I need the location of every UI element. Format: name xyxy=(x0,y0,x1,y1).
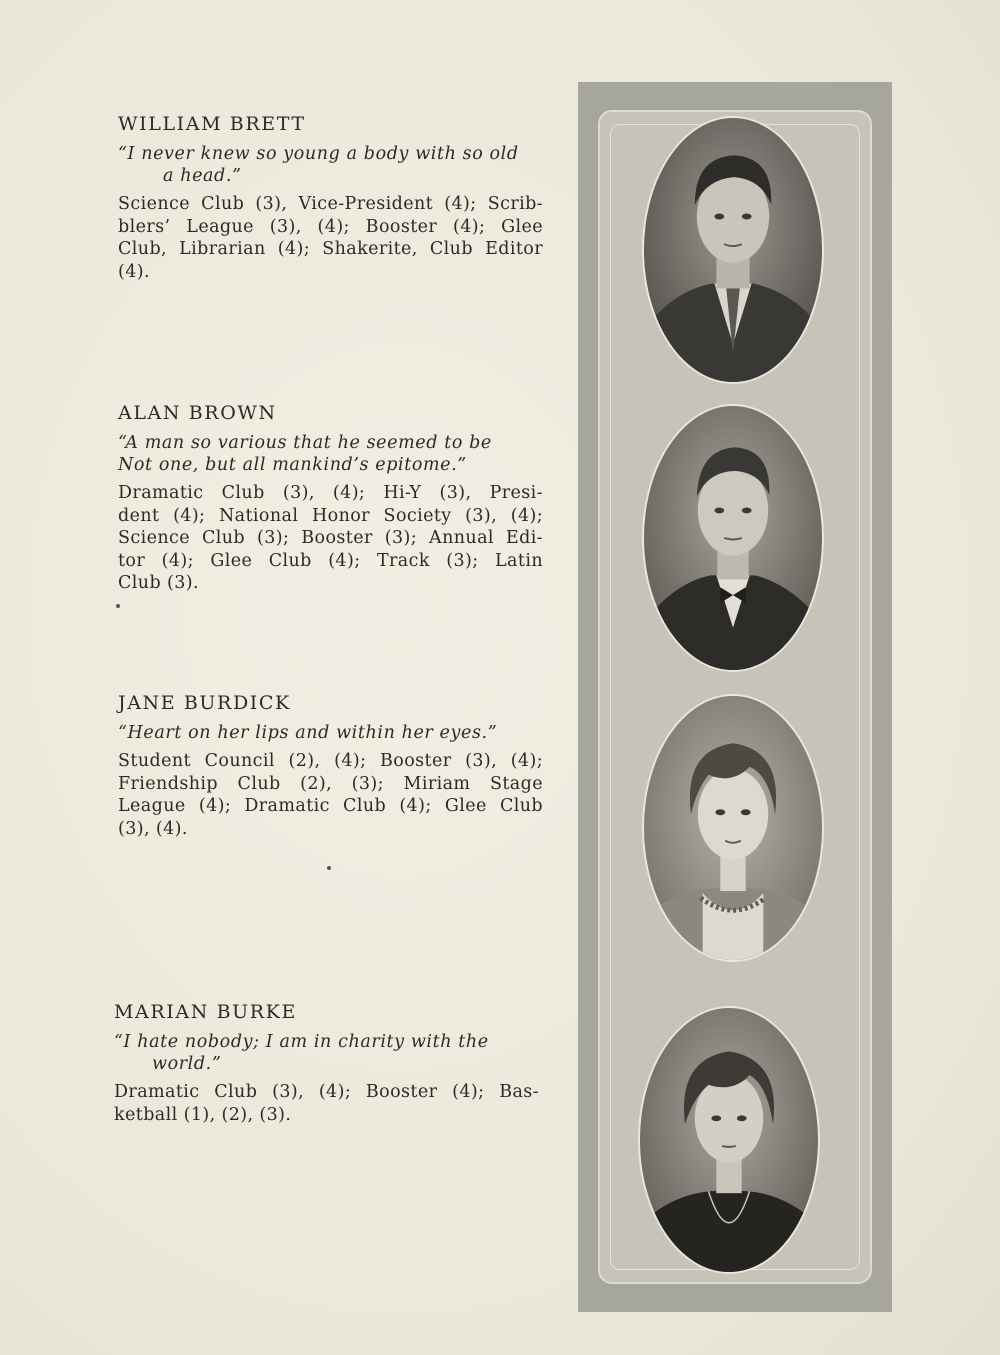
student-activities xyxy=(114,1081,539,1126)
activity-line: (3), (4). xyxy=(118,818,188,839)
quote-line: “Heart on her lips and within her eyes.” xyxy=(118,723,498,743)
student-name: JANE BURDICK xyxy=(118,692,291,714)
quote-line: Not one, but all mankind’s epitome.” xyxy=(118,455,467,475)
activity-line: Dramatic Club (3), (4); Booster (4); Bas- xyxy=(114,1082,539,1102)
activity-line: Friendship Club (2), (3); Miriam Stage xyxy=(118,773,543,794)
activity-line: tor (4); Glee Club (4); Track (3); Latin xyxy=(118,550,543,571)
student-quote xyxy=(114,1031,539,1075)
quote-line: world.” xyxy=(152,1054,222,1074)
student-name: WILLIAM BRETT xyxy=(118,113,306,135)
female-portrait-icon xyxy=(638,1006,820,1274)
print-speck xyxy=(116,604,120,608)
activity-line: League (4); Dramatic Club (4); Glee Club xyxy=(118,796,543,816)
student-entry-marian-burke xyxy=(114,1001,539,1126)
student-entry-jane-burdick xyxy=(118,692,543,840)
student-entry-william-brett xyxy=(118,113,543,283)
student-name: ALAN BROWN xyxy=(118,402,277,424)
quote-line: “I never knew so young a body with so old xyxy=(118,144,519,164)
print-speck xyxy=(327,866,331,870)
activity-line: blers’ League (3), (4); Booster (4); Glee xyxy=(118,216,543,237)
activity-line: (4). xyxy=(118,261,150,282)
activity-line: ketball (1), (2), (3). xyxy=(114,1104,292,1125)
student-quote xyxy=(118,722,543,744)
quote-line: “A man so various that he seemed to be xyxy=(118,433,492,453)
male-portrait-icon xyxy=(642,116,824,384)
student-activities xyxy=(118,193,543,283)
student-activities xyxy=(118,482,543,595)
activity-line: Science Club (3); Booster (3); Annual Edi- xyxy=(118,528,543,548)
student-activities xyxy=(118,750,543,840)
activity-line: Science Club (3), Vice-President (4); Scrib- xyxy=(118,194,543,214)
student-quote xyxy=(118,143,543,187)
student-quote xyxy=(118,432,543,476)
female-portrait-icon xyxy=(642,694,824,962)
quote-line: “I hate nobody; I am in charity with the xyxy=(114,1032,489,1052)
student-entry-alan-brown xyxy=(118,402,543,595)
male-portrait-icon xyxy=(642,404,824,672)
activity-line: dent (4); National Honor Society (3), (4); xyxy=(118,505,543,526)
student-name: MARIAN BURKE xyxy=(114,1001,297,1023)
portrait-strip xyxy=(578,82,892,1312)
activity-line: Student Council (2), (4); Booster (3), (4); xyxy=(118,751,543,771)
quote-line: a head.” xyxy=(163,166,242,186)
activity-line: Dramatic Club (3), (4); Hi-Y (3), Presi- xyxy=(118,483,543,503)
activity-line: Club (3). xyxy=(118,573,199,593)
activity-line: Club, Librarian (4); Shakerite, Club Editor xyxy=(118,239,543,259)
